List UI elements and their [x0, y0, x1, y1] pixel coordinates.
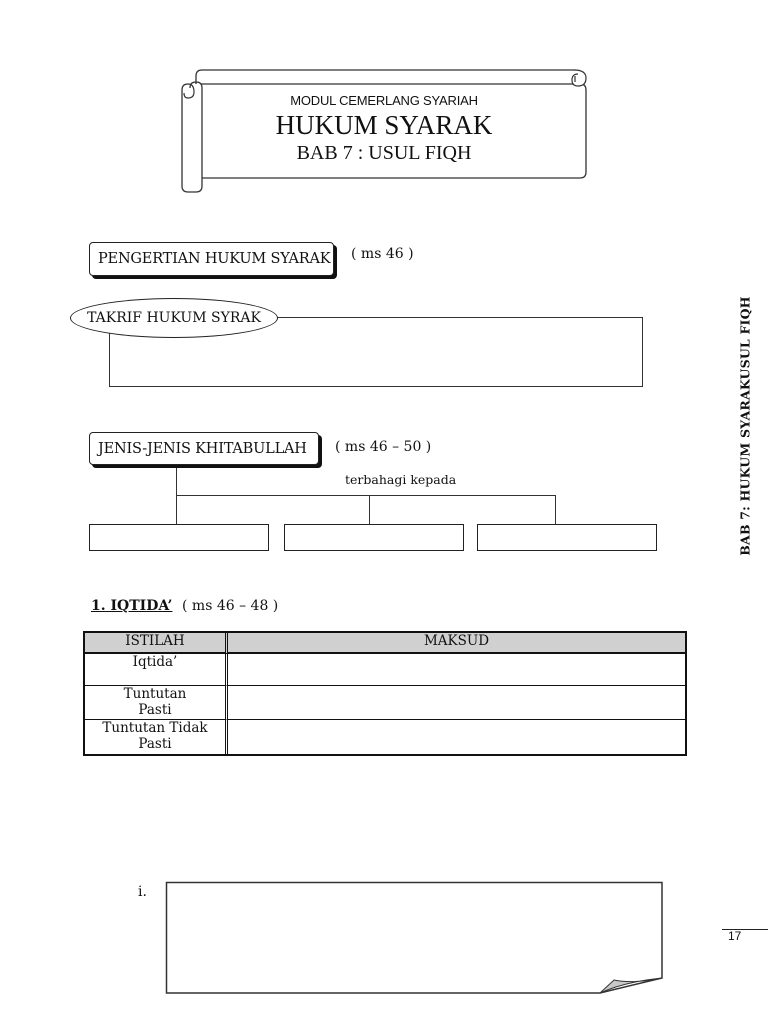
table-row [85, 654, 685, 685]
branch-horizontal-line [176, 495, 555, 496]
table-cell-term-text: Tuntutan Tidak Pasti [102, 720, 208, 752]
branch-right-line [555, 495, 556, 525]
jenis-ref: ( ms 46 – 50 ) [335, 439, 432, 455]
table-row [85, 719, 685, 754]
table-row [85, 685, 685, 719]
branch-box-3 [477, 524, 657, 551]
banner-subtitle: MODUL CEMERLANG SYARIAH [290, 93, 478, 108]
table-cell-meaning [228, 654, 685, 685]
table-header-istilah: ISTILAH [85, 633, 228, 654]
jenis-box: JENIS-JENIS KHITABULLAH [89, 432, 319, 465]
branch-middle-line [369, 495, 370, 525]
branch-box-2 [284, 524, 464, 551]
note-label: i. [138, 884, 147, 900]
banner-chapter: BAB 7 : USUL FIQH [296, 142, 472, 164]
table-cell-term [85, 685, 228, 719]
side-chapter-title: BAB 7: HUKUM SYARAKUSUL FIQH [737, 296, 753, 556]
pengertian-ref: ( ms 46 ) [351, 246, 414, 262]
branch-caption: terbahagi kepada [345, 472, 457, 487]
takrif-label: TAKRIF HUKUM SYRAK [70, 298, 278, 338]
table-cell-term [85, 719, 228, 754]
table-cell-term-text: Tuntutan Pasti [123, 686, 187, 718]
istilah-table [83, 631, 687, 756]
table-header-maksud: MAKSUD [228, 633, 685, 654]
pengertian-box: PENGERTIAN HUKUM SYARAK [89, 242, 334, 276]
section1-ref: ( ms 46 – 48 ) [182, 598, 279, 614]
table-cell-term: Iqtida’ [85, 654, 228, 685]
page-number: 17 [728, 929, 742, 943]
table-cell-meaning [228, 685, 685, 719]
section1-heading: 1. IQTIDA’ [91, 598, 173, 614]
branch-box-1 [89, 524, 269, 551]
banner-title: HUKUM SYARAK [275, 110, 493, 140]
branch-trunk-line [176, 468, 177, 525]
folded-note-icon [164, 880, 666, 998]
table-cell-meaning [228, 719, 685, 754]
